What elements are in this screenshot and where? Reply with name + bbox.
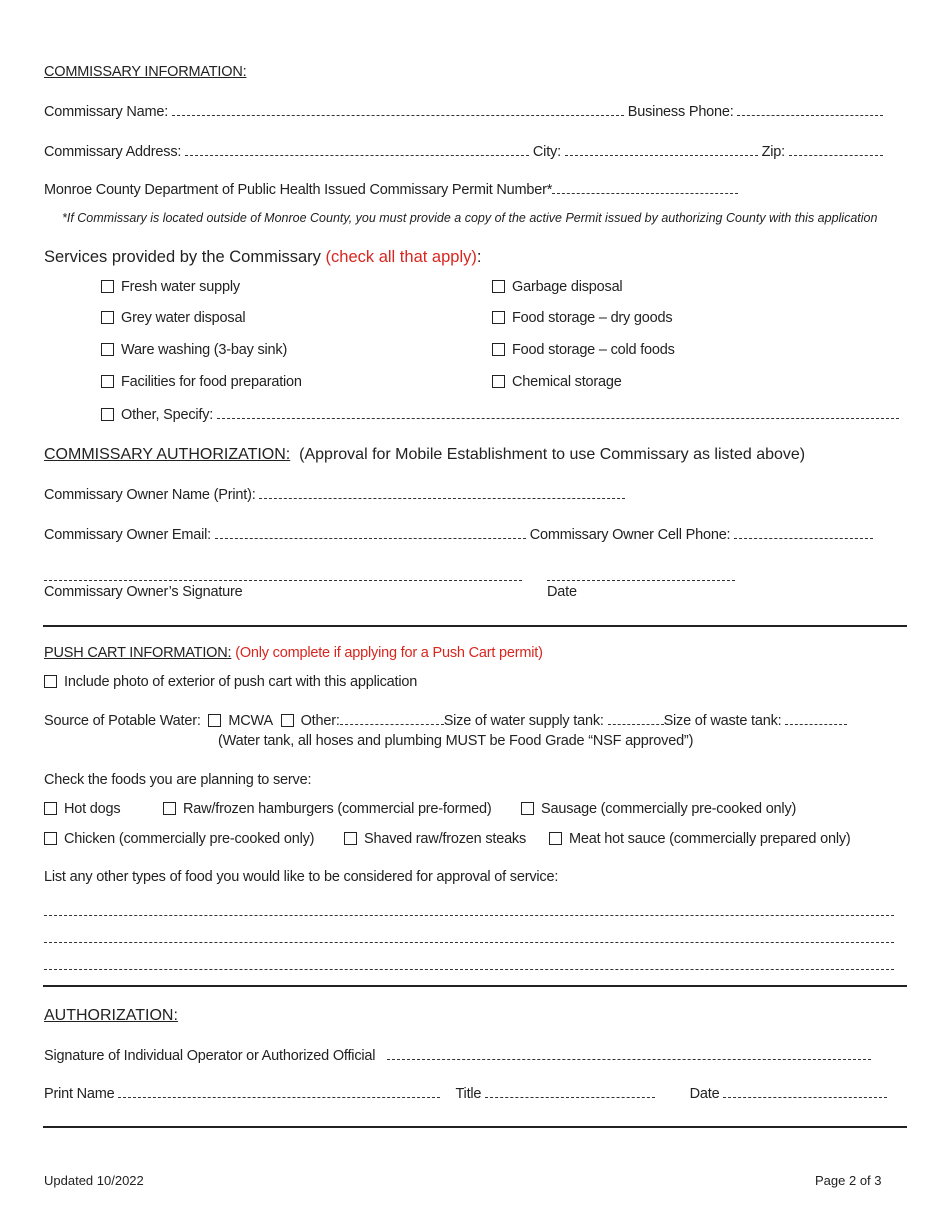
city-label: City: <box>532 144 561 160</box>
other-foods-line-1[interactable] <box>44 903 894 916</box>
supply-tank-label: Size of water supply tank: <box>443 713 604 729</box>
mcwa-checkbox[interactable] <box>208 714 221 727</box>
other-water-checkbox[interactable] <box>281 714 294 727</box>
owner-name-label: Commissary Owner Name (Print): <box>44 487 256 503</box>
commissary-name-field[interactable] <box>172 103 624 116</box>
checkbox[interactable] <box>44 675 57 688</box>
services-heading <box>44 248 481 267</box>
food-label: Meat hot sauce (commercially prepared only) <box>569 831 851 847</box>
updated-date: Updated 10/2022 <box>44 1173 144 1188</box>
title-label: Title <box>455 1086 482 1102</box>
owner-date-label: Date <box>547 584 577 600</box>
operator-signature-field[interactable] <box>387 1047 871 1060</box>
service-chemical-storage[interactable] <box>492 374 622 390</box>
service-dry-goods[interactable] <box>492 310 672 326</box>
service-label: Chemical storage <box>512 374 622 390</box>
services-check-all: (check all that apply) <box>325 248 477 266</box>
checkbox[interactable] <box>101 311 114 324</box>
service-fresh-water[interactable] <box>101 279 240 295</box>
commissary-name-label: Commissary Name: <box>44 104 169 120</box>
checkbox[interactable] <box>101 280 114 293</box>
commissary-authorization-subheading: (Approval for Mobile Establishment to use Commissary as listed above) <box>299 446 806 463</box>
owner-name-row <box>44 486 625 503</box>
food-label: Sausage (commercially pre-cooked only) <box>541 801 797 817</box>
commissary-address-label: Commissary Address: <box>44 144 182 160</box>
zip-field[interactable] <box>789 143 883 156</box>
food-meat-hot-sauce[interactable] <box>549 831 851 847</box>
checkbox[interactable] <box>44 802 57 815</box>
city-field[interactable] <box>565 143 758 156</box>
section-divider <box>43 625 907 627</box>
other-foods-line-2[interactable] <box>44 930 894 943</box>
checkbox[interactable] <box>163 802 176 815</box>
section-divider <box>43 1126 907 1128</box>
checkbox[interactable] <box>492 375 505 388</box>
commissary-authorization-heading: COMMISSARY AUTHORIZATION: <box>44 446 291 463</box>
other-foods-line-3[interactable] <box>44 957 894 970</box>
foods-label: Check the foods you are planning to serve: <box>44 772 312 788</box>
section-divider <box>43 985 907 987</box>
food-steaks[interactable] <box>344 831 526 847</box>
checkbox[interactable] <box>521 802 534 815</box>
food-chicken[interactable] <box>44 831 314 847</box>
service-label: Ware washing (3-bay sink) <box>121 342 288 358</box>
food-sausage[interactable] <box>521 801 796 817</box>
checkbox[interactable] <box>344 832 357 845</box>
zip-label: Zip: <box>761 144 785 160</box>
permit-number-field[interactable] <box>552 181 738 194</box>
food-label: Shaved raw/frozen steaks <box>364 831 527 847</box>
push-cart-header <box>44 645 543 661</box>
checkbox[interactable] <box>492 343 505 356</box>
supply-tank-field[interactable] <box>608 712 664 725</box>
service-label: Grey water disposal <box>121 310 246 326</box>
commissary-name-row <box>44 103 883 120</box>
other-specify-label: Other, Specify: <box>121 407 214 423</box>
owner-cell-field[interactable] <box>734 526 873 539</box>
print-name-label: Print Name <box>44 1086 115 1102</box>
business-phone-field[interactable] <box>737 103 883 116</box>
photo-checkbox-row[interactable] <box>44 674 417 690</box>
auth-date-label: Date <box>689 1086 720 1102</box>
food-label: Raw/frozen hamburgers (commercial pre-formed) <box>183 801 492 817</box>
owner-signature-label: Commissary Owner’s Signature <box>44 584 243 600</box>
service-grey-water[interactable] <box>101 310 245 326</box>
checkbox[interactable] <box>44 832 57 845</box>
waste-tank-label: Size of waste tank: <box>663 713 782 729</box>
food-hot-dogs[interactable] <box>44 801 120 817</box>
service-food-prep[interactable] <box>101 374 302 390</box>
page-number: Page 2 of 3 <box>815 1173 882 1188</box>
commissary-address-field[interactable] <box>185 143 529 156</box>
authorization-heading: AUTHORIZATION: <box>44 1007 178 1024</box>
checkbox[interactable] <box>549 832 562 845</box>
owner-email-field[interactable] <box>215 526 526 539</box>
permit-note: *If Commissary is located outside of Monroe County, you must provide a copy of the active Permit issued by authorizing County with this application <box>62 211 878 225</box>
push-cart-heading: PUSH CART INFORMATION: <box>44 645 232 661</box>
owner-date-line[interactable] <box>547 568 735 581</box>
service-ware-washing[interactable] <box>101 342 287 358</box>
water-source-label: Source of Potable Water: <box>44 713 201 729</box>
services-colon: : <box>476 248 482 266</box>
checkbox[interactable] <box>492 280 505 293</box>
service-label: Fresh water supply <box>121 279 240 295</box>
services-label: Services provided by the Commissary <box>44 248 321 266</box>
photo-label: Include photo of exterior of push cart with this application <box>64 674 418 690</box>
owner-cell-label: Commissary Owner Cell Phone: <box>529 527 731 543</box>
operator-signature-label: Signature of Individual Operator or Authorized Official <box>44 1048 376 1064</box>
service-label: Garbage disposal <box>512 279 623 295</box>
food-label: Chicken (commercially pre-cooked only) <box>64 831 315 847</box>
owner-name-field[interactable] <box>259 486 625 499</box>
business-phone-label: Business Phone: <box>627 104 734 120</box>
service-label: Food storage – dry goods <box>512 310 673 326</box>
commissary-authorization-header <box>44 446 805 464</box>
owner-email-row <box>44 526 873 543</box>
commissary-address-row <box>44 143 883 160</box>
other-water-label: Other: <box>300 713 340 729</box>
food-label: Hot dogs <box>64 801 121 817</box>
owner-email-label: Commissary Owner Email: <box>44 527 212 543</box>
commissary-heading: COMMISSARY INFORMATION: <box>44 64 247 80</box>
food-hamburgers[interactable] <box>163 801 492 817</box>
auth-date-field[interactable] <box>723 1085 887 1098</box>
push-cart-note: (Only complete if applying for a Push Cart permit) <box>235 645 543 661</box>
owner-signature-line[interactable] <box>44 568 522 581</box>
other-water-field[interactable] <box>340 712 444 725</box>
service-other[interactable] <box>101 406 899 423</box>
checkbox[interactable] <box>101 408 114 421</box>
other-foods-label: List any other types of food you would like to be considered for approval of service: <box>44 869 559 885</box>
checkbox[interactable] <box>492 311 505 324</box>
print-name-row <box>44 1085 887 1102</box>
checkbox[interactable] <box>101 343 114 356</box>
title-field[interactable] <box>485 1085 655 1098</box>
water-note: (Water tank, all hoses and plumbing MUST be Food Grade “NSF approved”) <box>218 733 694 749</box>
service-label: Food storage – cold foods <box>512 342 675 358</box>
other-specify-field[interactable] <box>217 406 899 419</box>
waste-tank-field[interactable] <box>785 712 847 725</box>
service-label: Facilities for food preparation <box>121 374 302 390</box>
service-garbage-disposal[interactable] <box>492 279 622 295</box>
permit-label: Monroe County Department of Public Health Issued Commissary Permit Number* <box>44 182 553 198</box>
checkbox[interactable] <box>101 375 114 388</box>
operator-signature-row <box>44 1047 871 1064</box>
service-cold-foods[interactable] <box>492 342 675 358</box>
water-source-row <box>44 712 847 729</box>
mcwa-label: MCWA <box>228 713 273 729</box>
permit-row <box>44 181 738 198</box>
print-name-field[interactable] <box>118 1085 440 1098</box>
